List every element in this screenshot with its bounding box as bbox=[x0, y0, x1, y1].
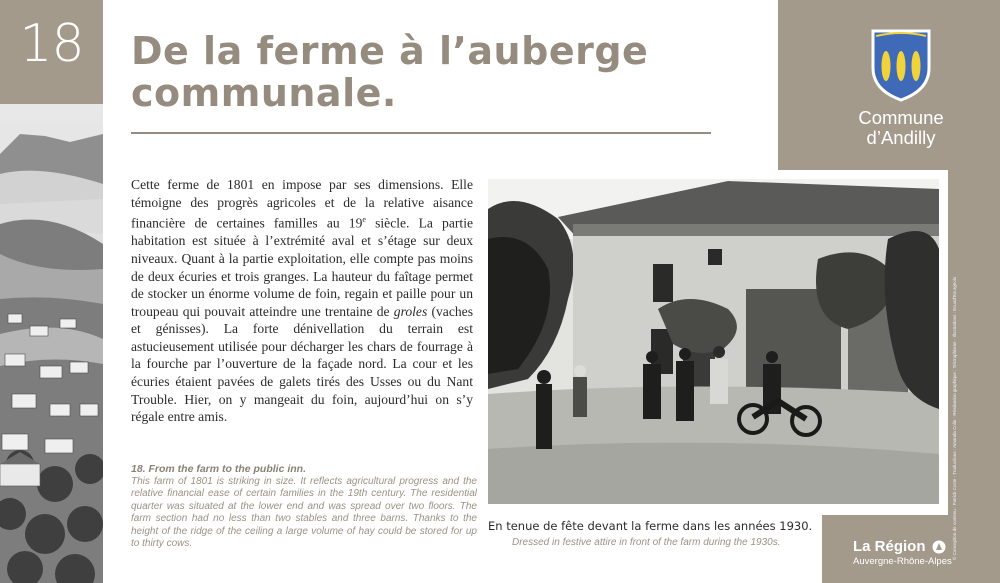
landscape-illustration bbox=[0, 104, 103, 583]
commune-name-line2: d’Andilly bbox=[866, 127, 936, 148]
page-title-line1: De la ferme à l’auberge bbox=[131, 29, 649, 73]
historical-farm-photo bbox=[488, 179, 939, 504]
english-body-text: This farm of 1801 is striking in size. It reflects agricultural progress and the relative financial ease of certain families in the 19th century. The residential quarter was situated at the lower end and was spread over two floors. The farm section had no less than two stables and three barns. Thanks to the height of the ridge of the ceiling a large volume of hay could be stored for up to thirty cows. bbox=[131, 476, 477, 550]
french-text-superscript: e bbox=[362, 215, 366, 225]
farm-photo-illustration bbox=[488, 179, 939, 504]
french-text-part1: Cette ferme de 1801 en impose par ses dimensions. Elle témoigne des progrès agricoles et de la relative aisance financière de certaines familles au 19 bbox=[131, 177, 473, 231]
page-title bbox=[131, 30, 691, 114]
photo-caption-french: En tenue de fête devant la ferme dans les années 1930. bbox=[488, 519, 813, 533]
commune-shield-icon bbox=[870, 28, 932, 102]
panel-number: 18 bbox=[19, 14, 84, 74]
photo-caption-english: Dressed in festive attire in front of the farm during the 1930s. bbox=[512, 537, 781, 548]
region-logo-icon bbox=[932, 540, 946, 554]
region-subtitle: Auvergne-Rhône-Alpes bbox=[853, 556, 952, 567]
region-name: La Région bbox=[853, 538, 926, 555]
panel-number-box bbox=[0, 0, 103, 104]
french-text-emphasis: groles bbox=[393, 303, 428, 319]
french-body-text bbox=[131, 176, 473, 426]
commune-name bbox=[838, 108, 964, 148]
page-title-line2: communale. bbox=[131, 71, 397, 115]
french-text-part2: siècle. La partie habitation est située à l’extrémité aval et s’étage sur deux niveaux. Quant à la partie exploitation, elle compte pas moins de deux écuries et trois granges. La hauteur du faîtage permet de stocker un énorme volume de foin, regain et paille pour un troupeau qui pouvait atteindre une trentaine de bbox=[131, 215, 473, 319]
left-landscape-photo bbox=[0, 104, 103, 583]
english-title: 18. From the farm to the public inn. bbox=[131, 463, 307, 475]
region-logo bbox=[853, 538, 963, 567]
commune-name-line1: Commune bbox=[858, 107, 944, 128]
title-divider bbox=[131, 132, 711, 134]
credits-text: © Conception de contenu : Patrick Coste · Traductions : Amanda Colin · Réalisation graphique : TriGraphisme · Illustrations : Ecuad'Bourgeois bbox=[952, 276, 957, 560]
french-text-part3: (vaches et génisses). La forte dénivellation du terrain est astucieusement utilisée pour décharger les chars de fourrage à la fourche par l’ouverture de la façade nord. La cour et les écuries étaient pavées de galets tirés des Usses ou du Nant Trouble. Hier, on y mangeait du foin, aujourd’hui on s’y régale entre amis. bbox=[131, 303, 473, 425]
